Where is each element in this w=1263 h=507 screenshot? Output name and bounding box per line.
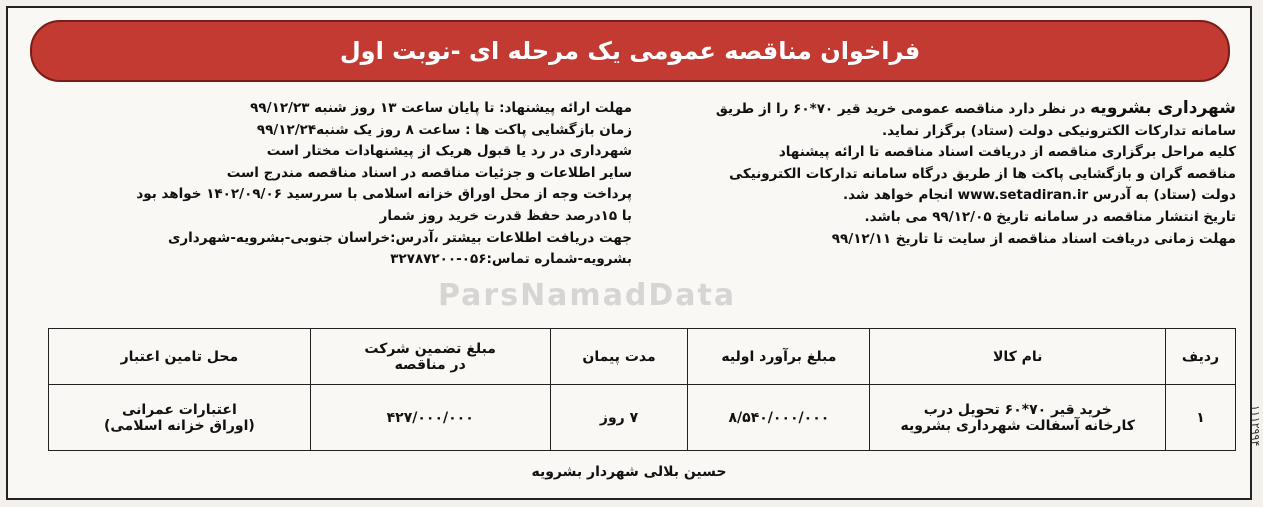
details-line: شهرداری در رد یا قبول هریک از پیشنهادات مختار است: [266, 143, 632, 160]
details-line: زمان بازگشایی پاکت ها : ساعت ۸ روز یک شنبه۹۹/۱۲/۲۴: [256, 121, 632, 138]
column-header: ردیف: [1166, 329, 1236, 385]
column-header: مبلغ تضمین شرکت در مناقصه: [310, 329, 550, 385]
intro-line: دولت (ستاد) به آدرس www.setadiran.ir انجام خواهد شد.: [842, 187, 1236, 204]
table-cell: اعتبارات عمرانی (اوراق خزانه اسلامی): [49, 385, 311, 451]
column-header: مبلغ برآورد اولیه: [688, 329, 870, 385]
table-cell: ۱: [1166, 385, 1236, 451]
intro-section: [616, 98, 1236, 303]
table-cell: ۸/۵۴۰/۰۰۰/۰۰۰: [688, 385, 870, 451]
details-line: پرداخت وجه از محل اوراق خزانه اسلامی با سررسید ۱۴۰۲/۰۹/۰۶ خواهد بود: [136, 186, 632, 203]
municipality-name: شهرداری بشرویه: [1090, 98, 1236, 118]
watermark: ParsNamadData: [438, 278, 737, 313]
notice-frame: [6, 6, 1252, 500]
column-header: نام کالا: [870, 329, 1166, 385]
table-cell: خرید قیر ۷۰*۶۰ تحویل درب کارخانه آسفالت شهرداری بشرویه: [870, 385, 1166, 451]
signature: حسین بلالی شهردار بشرویه: [531, 464, 727, 480]
column-header: محل تامین اعتبار: [49, 329, 311, 385]
details-line: سایر اطلاعات و جزئیات مناقصه در اسناد مناقصه مندرج است: [226, 164, 632, 181]
details-line: با ۱۵درصد حفظ قدرت خرید روز شمار: [379, 207, 632, 224]
details-line: جهت دریافت اطلاعات بیشتر ،آدرس:خراسان جنوبی-بشرویه-شهرداری: [168, 229, 632, 246]
table-row: [49, 385, 1236, 451]
tender-table: [48, 328, 1236, 451]
intro-line: مناقصه گران و بازگشایی پاکت ها از طریق درگاه سامانه تدارکات الکترونیکی: [729, 165, 1236, 182]
table-cell: ۴۲۷/۰۰۰/۰۰۰: [310, 385, 550, 451]
details-line: بشرویه-شماره تماس:۰۵۶-۳۲۷۸۷۲۰۰: [390, 251, 632, 268]
page-title: فراخوان مناقصه عمومی یک مرحله ای -نوبت اول: [339, 37, 921, 65]
intro-line: کلیه مراحل برگزاری مناقصه از دریافت اسناد مناقصه تا ارائه پیشنهاد: [778, 144, 1236, 161]
side-number: ۱۱۱۲۹۹۴: [1249, 405, 1262, 447]
intro-line: مهلت زمانی دریافت اسناد مناقصه از سایت تا تاریخ ۹۹/۱۲/۱۱: [831, 230, 1236, 247]
column-header: مدت پیمان: [550, 329, 688, 385]
details-section: [32, 98, 632, 318]
title-banner: [30, 20, 1230, 82]
intro-line: تاریخ انتشار مناقصه در سامانه تاریخ ۹۹/۱۲/۰۵ می باشد.: [864, 208, 1236, 225]
table-header-row: [49, 329, 1236, 385]
intro-line: در نظر دارد مناقصه عمومی خرید قیر ۷۰*۶۰ را از طریق: [715, 101, 1086, 117]
table-cell: ۷ روز: [550, 385, 688, 451]
intro-line: سامانه تدارکات الکترونیکی دولت (ستاد) برگزار نماید.: [881, 122, 1236, 139]
details-line: مهلت ارائه پیشنهاد: تا پایان ساعت ۱۳ روز شنبه ۹۹/۱۲/۲۳: [250, 100, 632, 116]
